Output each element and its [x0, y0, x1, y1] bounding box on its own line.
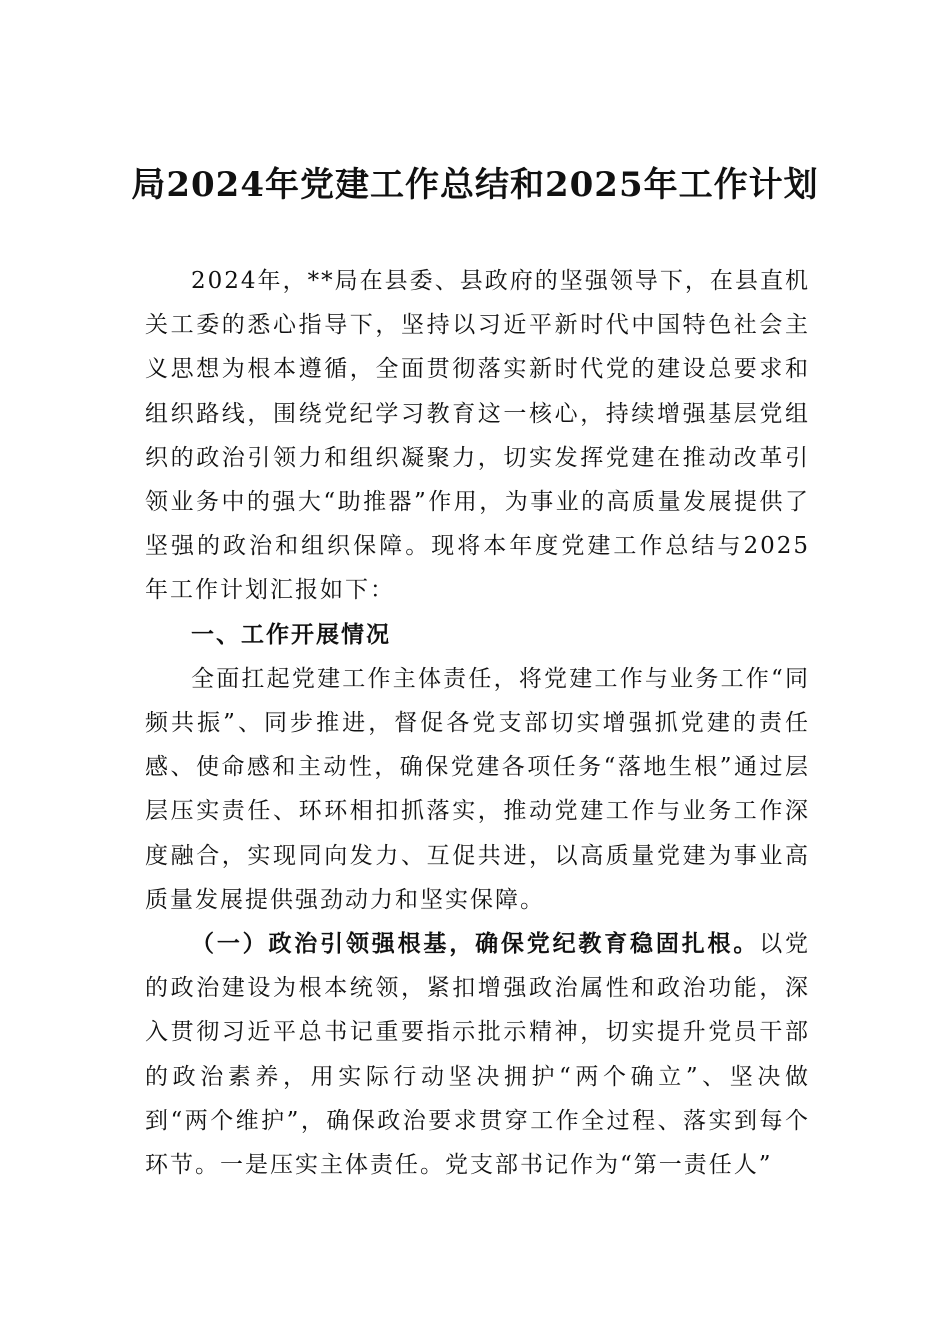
subsection-one-lead: （一）政治引领强根基，确保党纪教育稳固扎根。 — [191, 930, 760, 958]
document-body — [145, 259, 810, 1187]
subsection-one-paragraph — [145, 922, 810, 1187]
section-one-heading: 一、工作开展情况 — [191, 621, 391, 648]
document-title: 局2024年党建工作总结和2025年工作计划 — [131, 165, 819, 205]
section-one-paragraph: 全面扛起党建工作主体责任，将党建工作与业务工作“同频共振”、同步推进，督促各党支部切实增强抓党建的责任感、使命感和主动性，确保党建各项任务“落地生根”通过层层压实责任、环环相扣抓落实，推动党建工作与业务工作深度融合，实现同向发力、互促共进，以高质量党建为事业高质量发展提供强劲动力和坚实保障。 — [145, 665, 810, 913]
subsection-one-text: 以党的政治建设为根本统领，紧扣增强政治属性和政治功能，深入贯彻习近平总书记重要指示批示精神，切实提升党员干部的政治素养，用实际行动坚决拥护“两个确立”、坚决做到“两个维护”，确保政治要求贯穿工作全过程、落实到每个环节。一是压实主体责任。党支部书记作为“第一责任人” — [145, 931, 811, 1179]
intro-paragraph: 2024年，**局在县委、县政府的坚强领导下，在县直机关工委的悉心指导下，坚持以习近平新时代中国特色社会主义思想为根本遵循，全面贯彻落实新时代党的建设总要求和组织路线，围绕党纪学习教育这一核心，持续增强基层党组织的政治引领力和组织凝聚力，切实发挥党建在推动改革引领业务中的强大“助推器”作用，为事业的高质量发展提供了坚强的政治和组织保障。现将本年度党建工作总结与2025年工作计划汇报如下： — [145, 268, 810, 604]
